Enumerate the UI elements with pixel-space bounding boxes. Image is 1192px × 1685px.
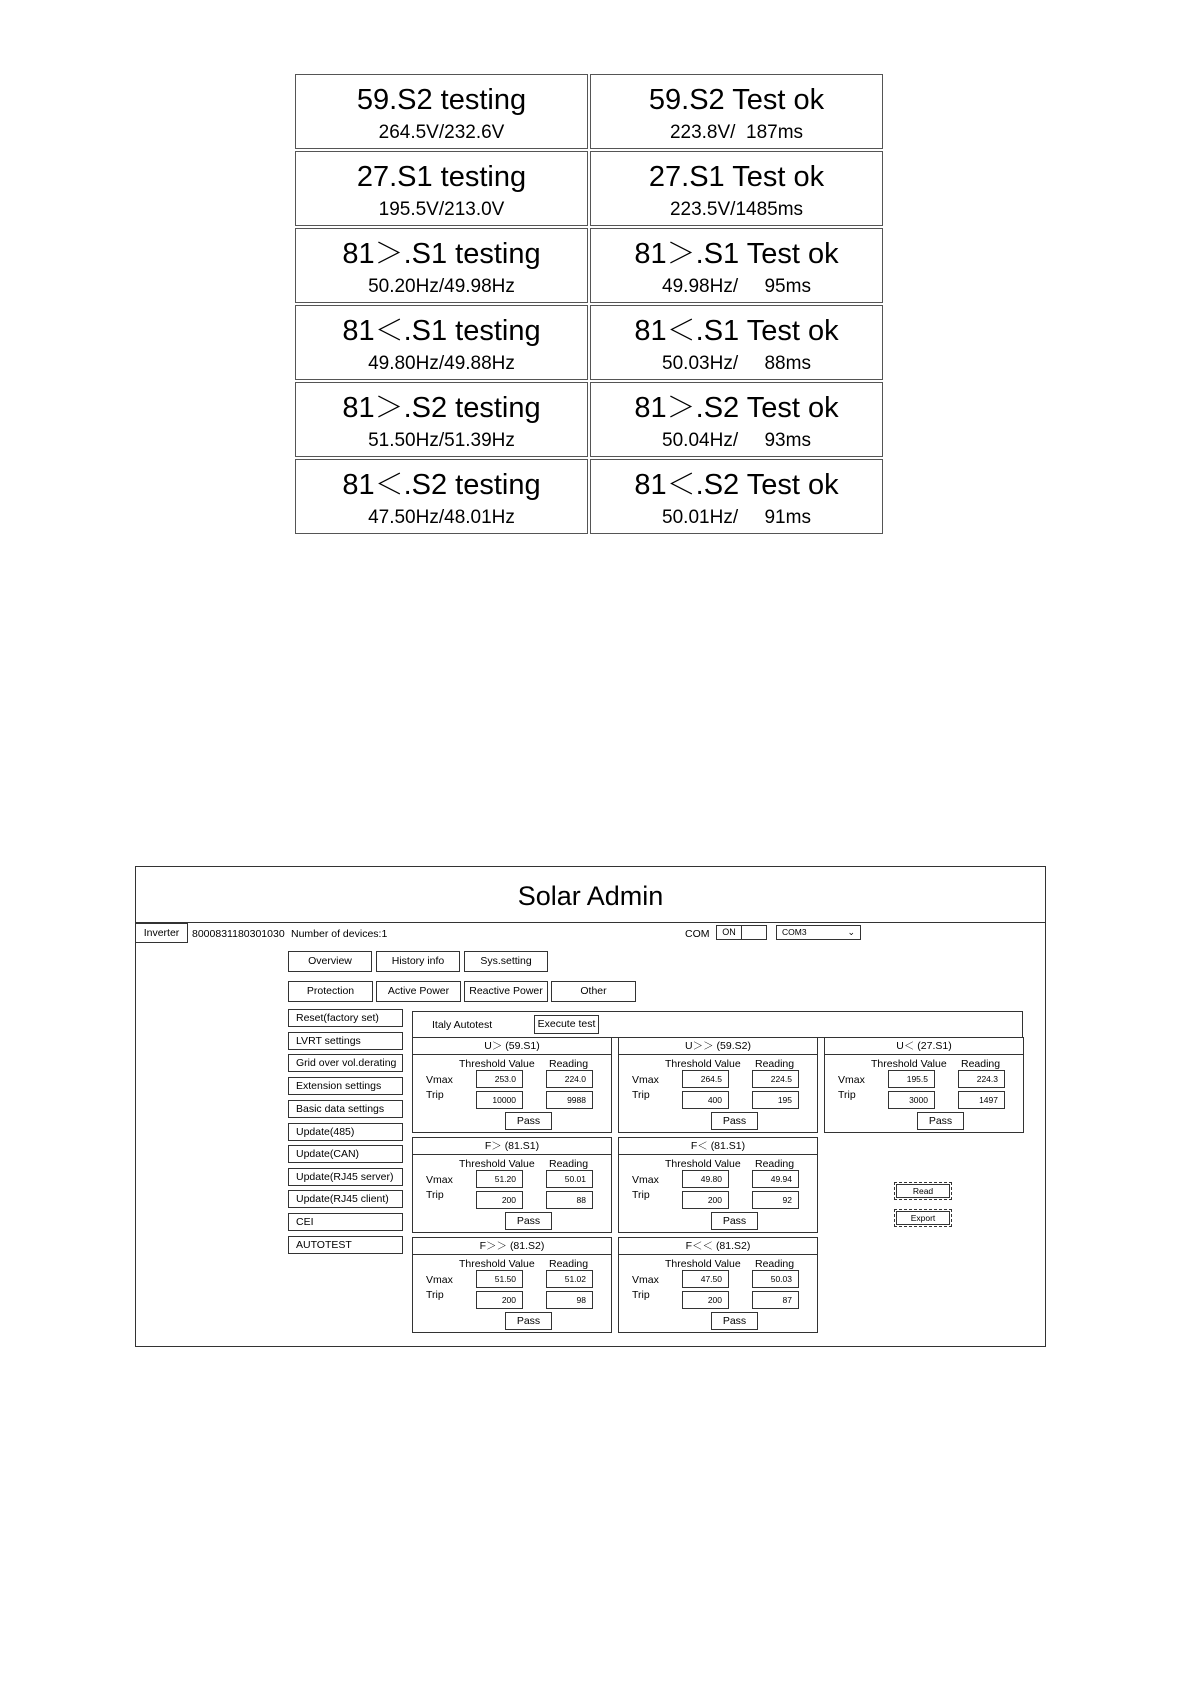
vmax-label: Vmax	[426, 1174, 453, 1186]
result-cell-81under-s2-testing	[295, 459, 588, 534]
sidebar-item-update-485[interactable]: Update(485)	[288, 1123, 403, 1141]
reading-header: Reading	[549, 1258, 589, 1270]
reading-header: Reading	[755, 1058, 795, 1070]
threshold-header: Threshold Value	[459, 1158, 535, 1170]
pass-status: Pass	[505, 1112, 552, 1130]
reading-header: Reading	[755, 1258, 795, 1270]
result-values: 50.20Hz/49.98Hz	[368, 276, 515, 297]
threshold-header: Threshold Value	[459, 1058, 535, 1070]
threshold-header: Threshold Value	[665, 1158, 741, 1170]
vmax-label: Vmax	[838, 1074, 865, 1086]
panel-u-over-over-59s2	[618, 1037, 818, 1133]
vmax-label: Vmax	[426, 1074, 453, 1086]
solar-admin-window	[135, 866, 1046, 1347]
vmax-label: Vmax	[632, 1174, 659, 1186]
sidebar-item-lvrt-settings[interactable]: LVRT settings	[288, 1032, 403, 1050]
result-values: 50.04Hz/ 93ms	[662, 430, 811, 451]
trip-threshold-field[interactable]: 200	[476, 1191, 523, 1209]
trip-label: Trip	[426, 1189, 444, 1201]
vmax-threshold-field[interactable]: 264.5	[682, 1070, 729, 1088]
trip-threshold-field[interactable]: 3000	[888, 1091, 935, 1109]
result-values: 223.5V/1485ms	[669, 199, 804, 220]
result-values: 223.8V/ 187ms	[669, 122, 804, 143]
result-values: 50.03Hz/ 88ms	[662, 353, 811, 374]
result-cell-27s1-testing	[295, 151, 588, 226]
trip-threshold-field[interactable]: 200	[682, 1291, 729, 1309]
sidebar-item-reset-factory-set[interactable]: Reset(factory set)	[288, 1009, 403, 1027]
tab-overview[interactable]: Overview	[288, 951, 372, 972]
trip-reading-field: 88	[546, 1191, 593, 1209]
sidebar-item-update-rj45-client[interactable]: Update(RJ45 client)	[288, 1190, 403, 1208]
com-port-select[interactable]	[776, 925, 861, 940]
trip-label: Trip	[426, 1289, 444, 1301]
result-title: 27.S1 testing	[356, 161, 527, 193]
tab-active-power[interactable]: Active Power	[376, 981, 461, 1002]
trip-label: Trip	[426, 1089, 444, 1101]
panel-f-under-under-81s2	[618, 1237, 818, 1333]
panel-f-over-over-81s2	[412, 1237, 612, 1333]
trip-label: Trip	[632, 1089, 650, 1101]
vmax-reading-field: 50.01	[546, 1170, 593, 1188]
vmax-label: Vmax	[632, 1274, 659, 1286]
result-values: 49.80Hz/49.88Hz	[368, 353, 515, 374]
pass-status: Pass	[711, 1212, 758, 1230]
result-values: 195.5V/213.0V	[378, 199, 505, 220]
result-cell-81over-s1-testing	[295, 228, 588, 303]
inverter-button[interactable]: Inverter	[135, 923, 188, 943]
sidebar-item-autotest[interactable]: AUTOTEST	[288, 1236, 403, 1254]
result-cell-81under-s1-testing	[295, 305, 588, 380]
read-button[interactable]: Read	[894, 1182, 952, 1200]
panel-title: F＞＞ (81.S2)	[413, 1238, 611, 1255]
threshold-header: Threshold Value	[665, 1058, 741, 1070]
trip-threshold-field[interactable]: 200	[476, 1291, 523, 1309]
execute-test-button[interactable]: Execute test	[534, 1015, 599, 1034]
threshold-header: Threshold Value	[665, 1258, 741, 1270]
tab-other[interactable]: Other	[551, 981, 636, 1002]
vmax-threshold-field[interactable]: 49.80	[682, 1170, 729, 1188]
tab-history-info[interactable]: History info	[376, 951, 460, 972]
trip-label: Trip	[632, 1189, 650, 1201]
result-cell-81under-s2-ok	[590, 459, 883, 534]
tab-sys-setting[interactable]: Sys.setting	[464, 951, 548, 972]
pass-status: Pass	[711, 1312, 758, 1330]
result-values: 264.5V/232.6V	[378, 122, 505, 143]
reading-header: Reading	[755, 1158, 795, 1170]
vmax-reading-field: 224.5	[752, 1070, 799, 1088]
result-title: 81＞.S2 Test ok	[634, 392, 839, 424]
vmax-reading-field: 51.02	[546, 1270, 593, 1288]
trip-label: Trip	[632, 1289, 650, 1301]
trip-reading-field: 87	[752, 1291, 799, 1309]
panel-f-under-81s1	[618, 1137, 818, 1233]
inverter-serial: 8000831180301030	[192, 928, 285, 940]
result-values: 47.50Hz/48.01Hz	[368, 507, 515, 528]
trip-reading-field: 195	[752, 1091, 799, 1109]
com-on-toggle[interactable]	[716, 925, 767, 940]
sidebar-item-extension-settings[interactable]: Extension settings	[288, 1077, 403, 1095]
export-button[interactable]: Export	[894, 1209, 952, 1227]
com-port-value: COM3	[782, 927, 807, 937]
reading-header: Reading	[549, 1158, 589, 1170]
result-cell-81over-s2-ok	[590, 382, 883, 457]
panel-title: U＜ (27.S1)	[825, 1038, 1023, 1055]
sidebar-item-cei[interactable]: CEI	[288, 1213, 403, 1231]
sidebar-item-grid-over-vol-derating[interactable]: Grid over vol.derating	[288, 1054, 403, 1072]
result-values: 50.01Hz/ 91ms	[662, 507, 811, 528]
tab-protection[interactable]: Protection	[288, 981, 373, 1002]
result-title: 59.S2 Test ok	[648, 84, 825, 116]
vmax-threshold-field[interactable]: 253.0	[476, 1070, 523, 1088]
result-title: 81＜.S2 Test ok	[634, 469, 839, 501]
pass-status: Pass	[505, 1212, 552, 1230]
panel-title: F＞ (81.S1)	[413, 1138, 611, 1155]
com-toggle-label: ON	[717, 926, 742, 939]
vmax-reading-field: 49.94	[752, 1170, 799, 1188]
panel-u-under-27s1	[824, 1037, 1024, 1133]
panel-title: U＞ (59.S1)	[413, 1038, 611, 1055]
result-title: 81＜.S2 testing	[342, 469, 541, 501]
trip-reading-field: 1497	[958, 1091, 1005, 1109]
vmax-threshold-field[interactable]: 51.20	[476, 1170, 523, 1188]
result-title: 81＞.S2 testing	[342, 392, 541, 424]
device-count: Number of devices:1	[291, 928, 388, 940]
app-title: Solar Admin	[136, 867, 1045, 923]
result-cell-59s2-ok	[590, 74, 883, 149]
result-cell-81over-s2-testing	[295, 382, 588, 457]
italy-autotest-bar	[412, 1011, 1023, 1038]
autotest-label: Italy Autotest	[432, 1019, 493, 1031]
result-title: 27.S1 Test ok	[648, 161, 825, 193]
panel-u-over-59s1	[412, 1037, 612, 1133]
panel-f-over-81s1	[412, 1137, 612, 1233]
sidebar-item-basic-data-settings[interactable]: Basic data settings	[288, 1100, 403, 1118]
pass-status: Pass	[505, 1312, 552, 1330]
trip-threshold-field[interactable]: 400	[682, 1091, 729, 1109]
vmax-reading-field: 224.0	[546, 1070, 593, 1088]
trip-reading-field: 92	[752, 1191, 799, 1209]
result-cell-81over-s1-ok	[590, 228, 883, 303]
vmax-reading-field: 224.3	[958, 1070, 1005, 1088]
result-title: 81＞.S1 Test ok	[634, 238, 839, 270]
result-values: 49.98Hz/ 95ms	[662, 276, 811, 297]
pass-status: Pass	[917, 1112, 964, 1130]
vmax-reading-field: 50.03	[752, 1270, 799, 1288]
panel-title: F＜＜ (81.S2)	[619, 1238, 817, 1255]
threshold-header: Threshold Value	[871, 1058, 947, 1070]
result-cell-27s1-ok	[590, 151, 883, 226]
tab-reactive-power[interactable]: Reactive Power	[464, 981, 548, 1002]
trip-reading-field: 98	[546, 1291, 593, 1309]
device-info-bar	[136, 923, 1045, 945]
result-title: 81＜.S1 Test ok	[634, 315, 839, 347]
result-values: 51.50Hz/51.39Hz	[368, 430, 515, 451]
vmax-threshold-field[interactable]: 195.5	[888, 1070, 935, 1088]
threshold-header: Threshold Value	[459, 1258, 535, 1270]
vmax-threshold-field[interactable]: 51.50	[476, 1270, 523, 1288]
sidebar-item-update-can[interactable]: Update(CAN)	[288, 1145, 403, 1163]
trip-reading-field: 9988	[546, 1091, 593, 1109]
autotest-result-table	[295, 74, 885, 534]
reading-header: Reading	[961, 1058, 1001, 1070]
trip-label: Trip	[838, 1089, 856, 1101]
sidebar-item-update-rj45-server[interactable]: Update(RJ45 server)	[288, 1168, 403, 1186]
panel-title: U＞＞ (59.S2)	[619, 1038, 817, 1055]
pass-status: Pass	[711, 1112, 758, 1130]
result-cell-59s2-testing	[295, 74, 588, 149]
trip-threshold-field[interactable]: 200	[682, 1191, 729, 1209]
result-title: 59.S2 testing	[356, 84, 527, 116]
vmax-label: Vmax	[632, 1074, 659, 1086]
vmax-label: Vmax	[426, 1274, 453, 1286]
result-title: 81＞.S1 testing	[342, 238, 541, 270]
trip-threshold-field[interactable]: 10000	[476, 1091, 523, 1109]
reading-header: Reading	[549, 1058, 589, 1070]
com-label: COM	[685, 928, 710, 940]
panel-title: F＜ (81.S1)	[619, 1138, 817, 1155]
vmax-threshold-field[interactable]: 47.50	[682, 1270, 729, 1288]
result-title: 81＜.S1 testing	[342, 315, 541, 347]
chevron-down-icon: ⌄	[847, 927, 855, 937]
result-cell-81under-s1-ok	[590, 305, 883, 380]
